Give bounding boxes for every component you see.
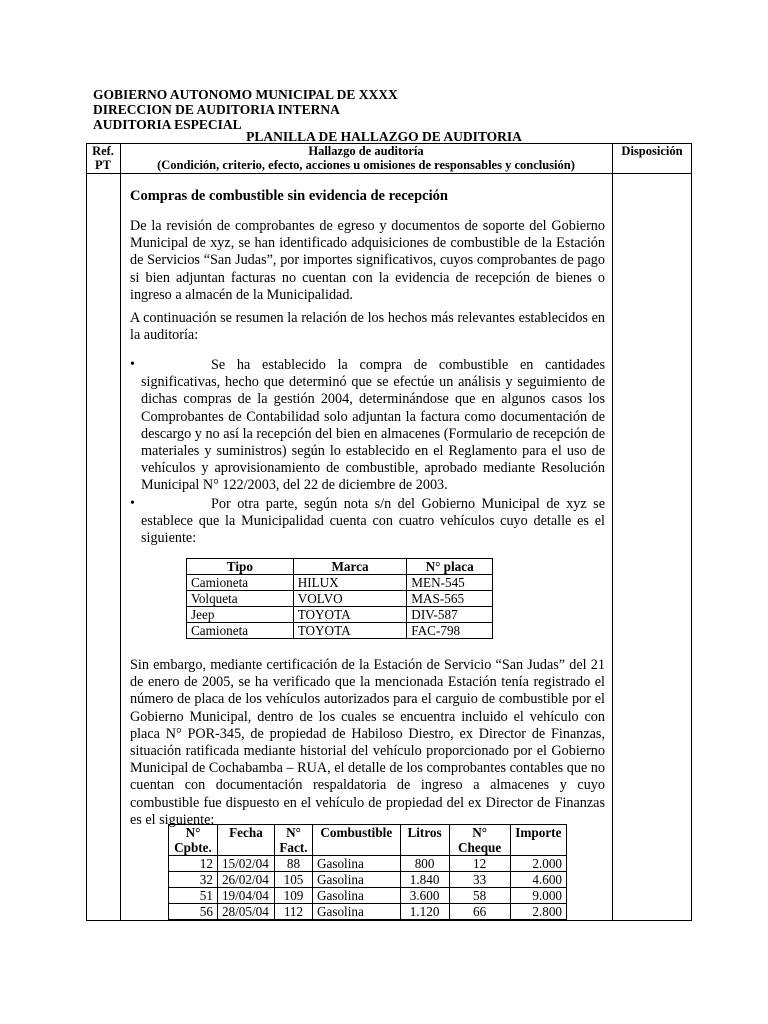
table-cell: 88	[275, 856, 313, 872]
table-cell: Volqueta	[187, 591, 294, 607]
bullet-paragraph-1	[141, 357, 605, 495]
vouchers-table	[168, 824, 567, 920]
header-line-3: AUDITORIA ESPECIAL	[93, 117, 242, 132]
table-cell: Jeep	[187, 607, 294, 623]
table-cell: HILUX	[293, 575, 407, 591]
table-cell: MEN-545	[407, 575, 493, 591]
paragraph-certification: Sin embargo, mediante certificación de la Estación de Servicio “San Judas” del 21 de enero de 2005, se ha verificado que la mencionada Estación tenía registrado el número de placa de los vehículos autorizados para el carguio de combustible por el Gobierno Municipal, dentro de los cuales se encuentra incluido el vehículo con placa N° POR-345, de propiedad de Habiloso Diestro, ex Director de Finanzas, situación ratificada mediante historial del vehículo proporcionado por el Gobierno Municipal de Cochabamba – RUA, el detalle de los comprobantes contables que no cuentan con documentación respaldatoria de ingreso a almacenes y cuyo combustible fue dispuesto en el vehículo de propiedad del ex Director de Finanzas es el siguiente:	[130, 657, 605, 828]
table-cell: VOLVO	[293, 591, 407, 607]
header-line-2: DIRECCION DE AUDITORIA INTERNA	[93, 102, 340, 117]
column-header-hallazgo: Hallazgo de auditoría	[308, 144, 424, 158]
column-header: Combustible	[312, 825, 400, 856]
table-cell: 4.600	[510, 872, 566, 888]
table-cell: 1.840	[400, 872, 449, 888]
table-header-row	[169, 825, 567, 856]
header-line-1: GOBIERNO AUTONOMO MUNICIPAL DE XXXX	[93, 87, 398, 102]
column-header-disposicion: Disposición	[621, 144, 683, 158]
table-cell: 66	[449, 904, 510, 920]
column-header: N° Cheque	[449, 825, 510, 856]
table-cell: Gasolina	[312, 888, 400, 904]
finding-heading: Compras de combustible sin evidencia de recepción	[130, 188, 448, 204]
table-cell: 15/02/04	[217, 856, 274, 872]
table-cell: 105	[275, 872, 313, 888]
table-cell: 112	[275, 904, 313, 920]
table-cell: Gasolina	[312, 856, 400, 872]
table-cell: 12	[169, 856, 218, 872]
table-cell: Camioneta	[187, 623, 294, 639]
column-header: N° placa	[407, 559, 493, 575]
table-cell: TOYOTA	[293, 623, 407, 639]
bullet-text-2: Por otra parte, según nota s/n del Gobierno Municipal de xyz se establece que la Municipalidad cuenta con cuatro vehículos cuyo detalle es el siguiente:	[141, 496, 605, 547]
table-cell: 32	[169, 872, 218, 888]
table-row	[169, 856, 567, 872]
table-cell: 58	[449, 888, 510, 904]
table-cell: Gasolina	[312, 872, 400, 888]
bullet-marker-1: •	[130, 357, 135, 372]
header-row-divider	[86, 173, 692, 174]
table-row	[169, 872, 567, 888]
column-header-ref: Ref. PT	[92, 144, 114, 172]
table-cell: 9.000	[510, 888, 566, 904]
table-cell: 33	[449, 872, 510, 888]
bullet-paragraph-2	[141, 496, 605, 548]
table-cell: 51	[169, 888, 218, 904]
column-header: N° Cpbte.	[169, 825, 218, 856]
bullet-marker-2: •	[130, 496, 135, 511]
table-cell: 3.600	[400, 888, 449, 904]
column-divider-disposition	[612, 143, 613, 921]
table-cell: 2.000	[510, 856, 566, 872]
table-cell: 26/02/04	[217, 872, 274, 888]
table-cell: 1.120	[400, 904, 449, 920]
table-row	[187, 591, 493, 607]
table-cell: DIV-587	[407, 607, 493, 623]
column-header-hallazgo-subtitle: (Condición, criterio, efecto, acciones u omisiones de responsables y conclusión)	[157, 158, 575, 172]
column-header: Fecha	[217, 825, 274, 856]
column-header: Marca	[293, 559, 407, 575]
table-cell: 19/04/04	[217, 888, 274, 904]
table-cell: 28/05/04	[217, 904, 274, 920]
table-cell: 800	[400, 856, 449, 872]
table-cell: Camioneta	[187, 575, 294, 591]
table-cell: 56	[169, 904, 218, 920]
table-cell: 12	[449, 856, 510, 872]
paragraph-intro: De la revisión de comprobantes de egreso y documentos de soporte del Gobierno Municipal de xyz, se han identificado adquisiciones de combustible de la Estación de Servicios “San Judas”, por importes significativos, cuyos comprobantes de pago si bien adjuntan facturas no cuentan con la evidencia de recepción de bienes o ingreso a almacén de la Municipalidad.	[130, 218, 605, 303]
table-cell: FAC-798	[407, 623, 493, 639]
table-header-row	[187, 559, 493, 575]
table-cell: MAS-565	[407, 591, 493, 607]
table-cell: Gasolina	[312, 904, 400, 920]
column-header: Tipo	[187, 559, 294, 575]
bullet-text-1: Se ha establecido la compra de combustible en cantidades significativas, hecho que determinó que se efectúe un análisis y seguimiento de dichas compras de la gestión 2004, determinándose que en algunos casos los Comprobantes de Contabilidad solo adjuntan la factura como documentación de descargo y no así la recepción del bien en almacenes (Formulario de recepción de materiales y suministros) según lo establecido en el Reglamento para el uso de vehículos y aprovisionamiento de combustible, aprobado mediante Resolución Municipal N° 122/2003, del 22 de diciembre de 2003.	[141, 357, 605, 494]
paragraph-summary: A continuación se resumen la relación de los hechos más relevantes establecidos en la auditoría:	[130, 310, 605, 344]
column-header: Litros	[400, 825, 449, 856]
table-row	[187, 575, 493, 591]
table-cell: TOYOTA	[293, 607, 407, 623]
table-cell: 2.800	[510, 904, 566, 920]
page-title: PLANILLA DE HALLAZGO DE AUDITORIA	[246, 129, 522, 144]
table-row	[169, 904, 567, 920]
column-divider-ref	[120, 143, 121, 921]
column-header: N° Fact.	[275, 825, 313, 856]
table-row	[187, 623, 493, 639]
vehicles-table	[186, 558, 493, 639]
table-row	[187, 607, 493, 623]
column-header: Importe	[510, 825, 566, 856]
table-row	[169, 888, 567, 904]
table-cell: 109	[275, 888, 313, 904]
